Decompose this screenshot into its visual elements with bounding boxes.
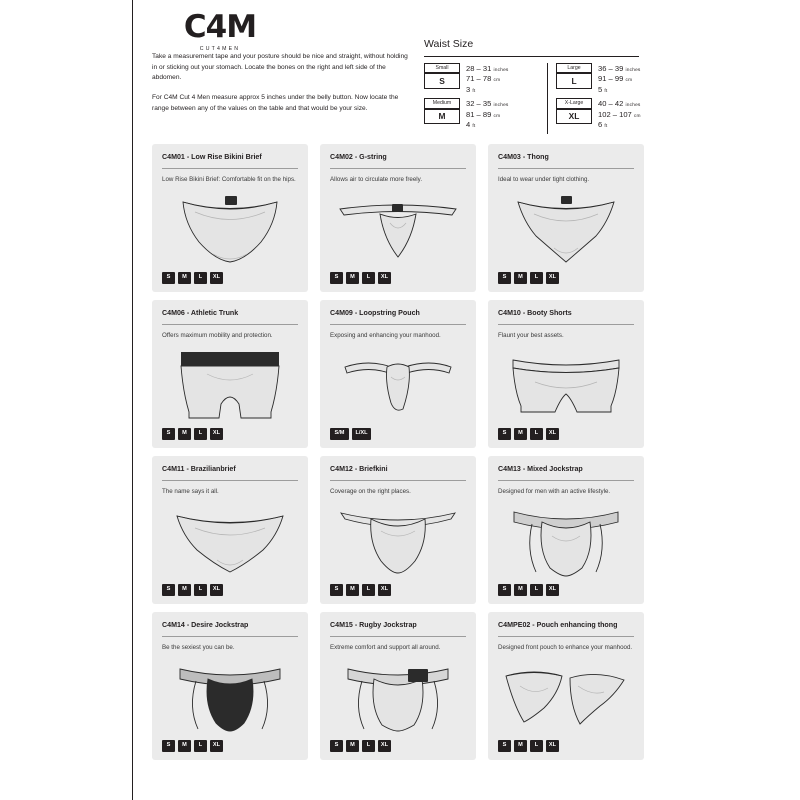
product-grid <box>152 144 788 760</box>
size-badge[interactable]: M <box>514 740 527 752</box>
size-tag-small <box>424 63 460 95</box>
size-badge[interactable]: L <box>530 740 543 752</box>
intro-text <box>152 52 414 123</box>
size-badge-list <box>498 740 559 752</box>
product-card[interactable] <box>152 300 308 448</box>
product-card[interactable] <box>152 456 308 604</box>
product-description: Ideal to wear under tight clothing. <box>498 176 590 184</box>
product-title: C4M15 - Rugby Jockstrap <box>330 621 417 629</box>
small-cm: 71 – 78 <box>466 74 492 84</box>
small-feet-unit: ft <box>472 88 476 94</box>
product-title: C4M12 - Briefkini <box>330 465 388 473</box>
medium-inches: 32 – 35 <box>466 99 492 109</box>
size-badge[interactable]: L <box>362 584 375 596</box>
xlarge-inches: 40 – 42 <box>598 99 624 109</box>
size-badge[interactable]: M <box>178 272 191 284</box>
size-code-xlarge: XL <box>556 109 592 125</box>
product-card[interactable] <box>320 612 476 760</box>
size-badge[interactable]: XL <box>546 428 559 440</box>
product-description: Coverage on the right places. <box>330 488 411 496</box>
size-tag-medium <box>424 98 460 130</box>
product-description: The name says it all. <box>162 488 219 496</box>
left-vertical-rule <box>132 0 133 800</box>
large-feet: 5 <box>598 84 603 94</box>
size-badge[interactable]: XL <box>210 428 223 440</box>
size-badge-list <box>330 584 391 596</box>
size-badge[interactable]: M <box>178 584 191 596</box>
xlarge-cm: 102 – 107 <box>598 109 632 119</box>
size-badge-list <box>162 428 223 440</box>
product-card[interactable] <box>488 612 644 760</box>
size-badge-list <box>498 584 559 596</box>
product-description: Flaunt your best assets. <box>498 332 564 340</box>
size-badge[interactable]: L <box>530 584 543 596</box>
size-badge-list <box>330 428 371 440</box>
size-badge[interactable]: M <box>346 740 359 752</box>
size-badge[interactable]: XL <box>378 584 391 596</box>
waist-size-table <box>424 38 784 134</box>
product-title: C4MPE02 - Pouch enhancing thong <box>498 621 618 629</box>
size-badge[interactable]: M <box>514 584 527 596</box>
size-name-small: Small <box>424 63 460 73</box>
size-badge[interactable]: XL <box>378 272 391 284</box>
medium-feet: 4 <box>466 120 471 130</box>
size-row-small <box>424 63 547 95</box>
size-row-large <box>556 63 679 95</box>
large-feet-unit: ft <box>604 88 608 94</box>
size-badge[interactable]: S <box>162 428 175 440</box>
small-inches-unit: inches <box>493 68 509 73</box>
size-badge[interactable]: XL <box>210 272 223 284</box>
size-badge[interactable]: L <box>194 272 207 284</box>
size-code-large: L <box>556 73 592 89</box>
size-name-large: Large <box>556 63 592 73</box>
large-cm: 91 – 99 <box>598 74 624 84</box>
size-badge[interactable]: M <box>514 428 527 440</box>
product-title: C4M13 - Mixed Jockstrap <box>498 465 583 473</box>
size-badge[interactable]: M <box>178 740 191 752</box>
garment-illustration-icon <box>152 504 308 580</box>
waist-column-left <box>424 63 547 134</box>
size-badge[interactable]: S/M <box>330 428 349 440</box>
waist-size-title: Waist Size <box>424 38 474 50</box>
size-code-small: S <box>424 73 460 89</box>
product-title: C4M01 - Low Rise Bikini Brief <box>162 153 262 161</box>
size-values-small <box>460 63 509 95</box>
size-badge-list <box>162 272 223 284</box>
product-title: C4M10 - Booty Shorts <box>498 309 572 317</box>
garment-illustration-icon <box>488 660 644 736</box>
xlarge-inches-unit: inches <box>625 103 641 109</box>
product-description: Allows air to circulate more freely. <box>330 176 423 184</box>
size-badge[interactable]: M <box>346 272 359 284</box>
product-card[interactable] <box>152 144 308 292</box>
size-badge[interactable]: S <box>498 740 511 752</box>
product-card[interactable] <box>152 612 308 760</box>
size-badge[interactable]: S <box>498 584 511 596</box>
product-title: C4M09 - Loopstring Pouch <box>330 309 420 317</box>
garment-illustration-icon <box>152 192 308 268</box>
size-tag-large <box>556 63 592 95</box>
xlarge-cm-unit: cm <box>633 113 641 119</box>
brand-logo <box>160 9 280 52</box>
xlarge-feet: 6 <box>598 120 603 130</box>
product-description: Low Rise Bikini Brief: Comfortable fit on the hips. <box>162 176 296 184</box>
size-name-medium: Medium <box>424 98 460 108</box>
size-badge-list <box>162 740 223 752</box>
size-badge[interactable]: M <box>514 272 527 284</box>
size-badge[interactable]: L/XL <box>352 428 371 440</box>
size-badge[interactable]: S <box>498 272 511 284</box>
size-badge-list <box>498 272 559 284</box>
size-badge[interactable]: L <box>194 740 207 752</box>
size-badge-list <box>162 584 223 596</box>
large-inches-unit: inches <box>625 68 641 73</box>
size-badge[interactable]: L <box>530 272 543 284</box>
product-title-rule <box>330 324 466 325</box>
garment-illustration-icon <box>488 504 644 580</box>
medium-inches-unit: inches <box>493 103 509 109</box>
size-badge[interactable]: S <box>330 740 343 752</box>
logo-wordmark: C4M <box>183 9 257 45</box>
product-description: Designed for men with an active lifestyle. <box>498 488 611 496</box>
garment-illustration-icon <box>152 660 308 736</box>
product-card[interactable] <box>488 144 644 292</box>
product-title: C4M02 - G-string <box>330 153 387 161</box>
size-badge[interactable]: L <box>362 740 375 752</box>
size-badge[interactable]: XL <box>378 740 391 752</box>
size-badge[interactable]: XL <box>546 740 559 752</box>
product-title: C4M14 - Desire Jockstrap <box>162 621 249 629</box>
product-title-rule <box>330 480 466 481</box>
size-badge[interactable]: S <box>162 272 175 284</box>
size-badge[interactable]: XL <box>210 584 223 596</box>
product-card[interactable] <box>320 456 476 604</box>
size-values-large <box>592 63 641 95</box>
product-card[interactable] <box>320 144 476 292</box>
size-tag-xlarge <box>556 98 592 130</box>
small-feet: 3 <box>466 84 471 94</box>
product-title-rule <box>498 636 634 637</box>
product-description: Be the sexiest you can be. <box>162 644 235 652</box>
product-title: C4M11 - Brazilianbrief <box>162 465 236 473</box>
size-badge[interactable]: S <box>162 584 175 596</box>
size-values-xlarge <box>592 98 641 130</box>
waist-title-rule <box>424 56 639 57</box>
size-row-xlarge <box>556 98 679 130</box>
garment-illustration-icon <box>320 660 476 736</box>
intro-paragraph-2: For C4M Cut 4 Men measure approx 5 inches under the belly button. Now locate the range between any of the values on the table and that would be your size. <box>152 94 399 112</box>
size-badge[interactable]: XL <box>210 740 223 752</box>
size-code-medium: M <box>424 109 460 125</box>
product-title-rule <box>498 168 634 169</box>
product-title: C4M03 - Thong <box>498 153 549 161</box>
page-content <box>152 0 788 136</box>
size-values-medium <box>460 98 509 130</box>
large-cm-unit: cm <box>625 78 633 84</box>
size-badge-list <box>330 272 391 284</box>
size-badge[interactable]: M <box>346 584 359 596</box>
medium-feet-unit: ft <box>472 124 476 130</box>
product-title-rule <box>330 168 466 169</box>
garment-illustration-icon <box>320 192 476 268</box>
xlarge-feet-unit: ft <box>604 124 608 130</box>
product-title-rule <box>498 480 634 481</box>
size-badge-list <box>498 428 559 440</box>
garment-illustration-icon <box>320 504 476 580</box>
size-badge[interactable]: S <box>498 428 511 440</box>
size-badge-list <box>330 740 391 752</box>
medium-cm: 81 – 89 <box>466 109 492 119</box>
size-badge[interactable]: XL <box>546 584 559 596</box>
product-title: C4M06 - Athletic Trunk <box>162 309 239 317</box>
waist-column-right <box>556 63 679 134</box>
size-badge[interactable]: L <box>194 584 207 596</box>
logo-subtitle: CUT4MEN <box>199 46 241 52</box>
small-cm-unit: cm <box>493 78 501 84</box>
small-inches: 28 – 31 <box>466 64 492 73</box>
garment-illustration-icon <box>488 192 644 268</box>
product-card[interactable] <box>488 300 644 448</box>
product-description: Extreme comfort and support all around. <box>330 644 441 652</box>
garment-illustration-icon <box>488 348 644 424</box>
product-title-rule <box>330 636 466 637</box>
product-title-rule <box>162 636 298 637</box>
product-title-rule <box>162 168 298 169</box>
product-title-rule <box>162 480 298 481</box>
product-card[interactable] <box>488 456 644 604</box>
size-badge[interactable]: L <box>530 428 543 440</box>
size-badge[interactable]: L <box>194 428 207 440</box>
header <box>152 0 788 136</box>
product-card[interactable] <box>320 300 476 448</box>
size-badge[interactable]: XL <box>546 272 559 284</box>
garment-illustration-icon <box>152 348 308 424</box>
size-row-medium <box>424 98 547 130</box>
waist-column-divider <box>547 63 548 134</box>
size-badge[interactable]: L <box>362 272 375 284</box>
size-badge[interactable]: M <box>178 428 191 440</box>
size-name-xlarge: X-Large <box>556 98 592 108</box>
product-title-rule <box>498 324 634 325</box>
product-title-rule <box>162 324 298 325</box>
size-badge[interactable]: S <box>162 740 175 752</box>
product-description: Offers maximum mobility and protection. <box>162 332 273 340</box>
intro-paragraph-1: Take a measurement tape and your posture should be nice and straight, without holding in or sticking out your stomach. Locate the bones on the right and left side of the abdomen. <box>152 53 408 82</box>
product-description: Exposing and enhancing your manhood. <box>330 332 441 340</box>
size-badge[interactable]: S <box>330 272 343 284</box>
size-badge[interactable]: S <box>330 584 343 596</box>
product-description: Designed front pouch to enhance your manhood. <box>498 644 633 652</box>
garment-illustration-icon <box>320 348 476 424</box>
medium-cm-unit: cm <box>493 113 501 119</box>
large-inches: 36 – 39 <box>598 64 624 73</box>
